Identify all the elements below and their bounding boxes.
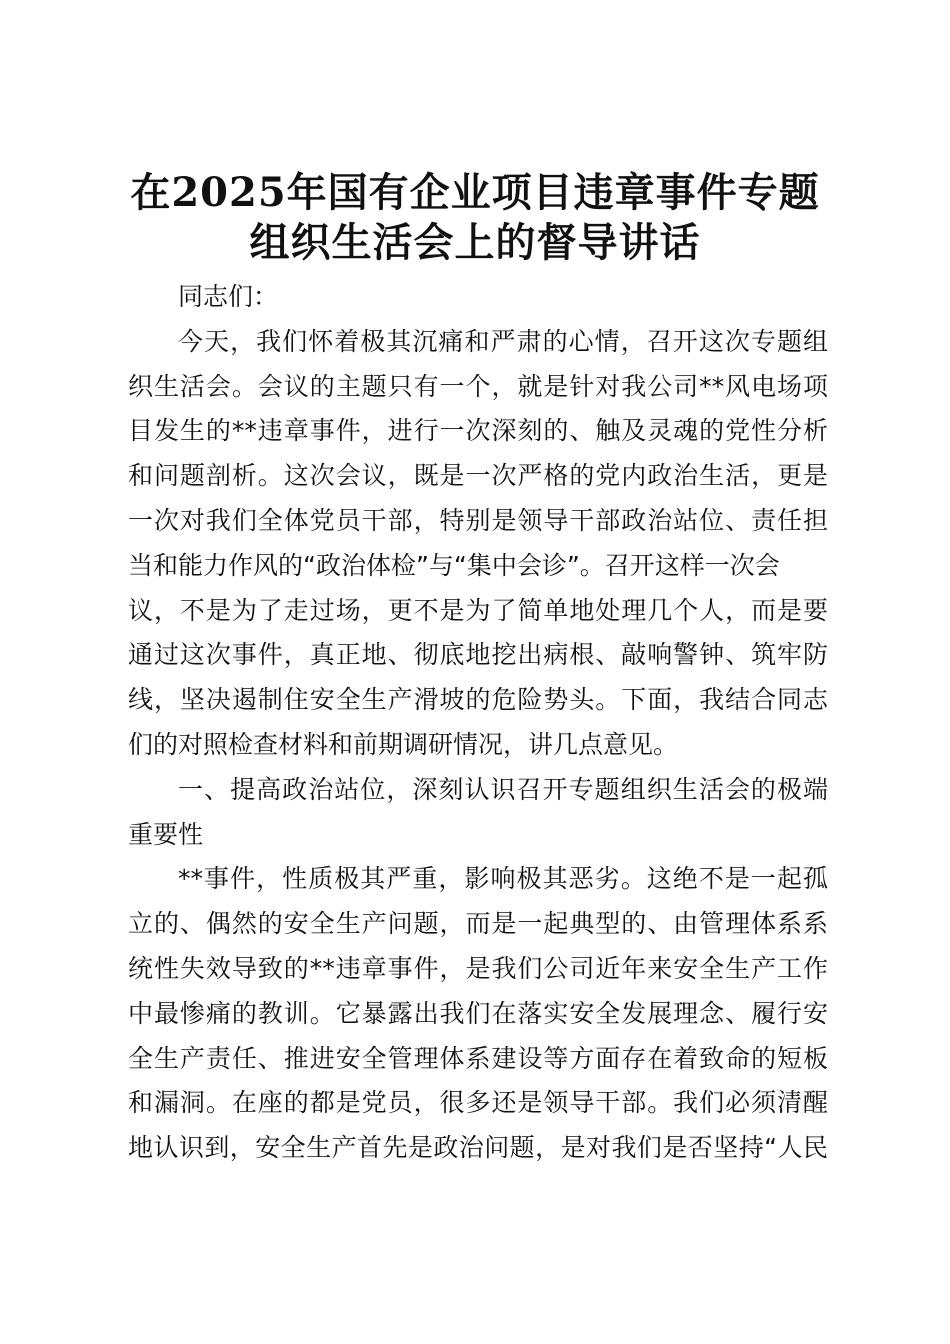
paragraph-line: 目发生的**违章事件，进行一次深刻的、触及灵魂的党性分析 <box>128 416 828 446</box>
paragraph-line: 们的对照检查材料和前期调研情况，讲几点意见。 <box>128 729 679 759</box>
paragraph-line: 当和能力作风的“政治体检”与“集中会诊”。召开这样一次会 <box>128 550 780 580</box>
paragraph-line: 议，不是为了走过场，更不是为了简单地处理几个人，而是要 <box>128 595 828 625</box>
paragraph-line: 统性失效导致的**违章事件，是我们公司近年来安全生产工作 <box>128 953 828 983</box>
paragraph-line: 今天，我们怀着极其沉痛和严肃的心情，召开这次专题组 <box>178 326 828 356</box>
section-heading-line: 一、提高政治站位，深刻认识召开专题组织生活会的极端 <box>178 774 828 804</box>
paragraph-line: 一次对我们全体党员干部，特别是领导干部政治站位、责任担 <box>128 505 828 535</box>
paragraph-line: 和漏洞。在座的都是党员，很多还是领导干部。我们必须清醒 <box>128 1088 828 1118</box>
paragraph-line: 和问题剖析。这次会议，既是一次严格的党内政治生活，更是 <box>128 461 828 491</box>
document-title-line-1: 在2025年国有企业项目违章事件专题 <box>130 169 820 216</box>
paragraph-line: 立的、偶然的安全生产问题，而是一起典型的、由管理体系系 <box>128 909 828 939</box>
paragraph-line: **事件，性质极其严重，影响极其恶劣。这绝不是一起孤 <box>178 864 828 894</box>
section-heading-line: 重要性 <box>128 819 204 849</box>
paragraph-line: 全生产责任、推进安全管理体系建设等方面存在着致命的短板 <box>128 1043 828 1073</box>
document-body <box>128 275 828 1171</box>
paragraph-line: 线，坚决遏制住安全生产滑坡的危险势头。下面，我结合同志 <box>128 685 828 715</box>
paragraph-line: 通过这次事件，真正地、彻底地挖出病根、敲响警钟、筑牢防 <box>128 640 828 670</box>
salutation: 同志们： <box>178 282 279 311</box>
paragraph-line: 地认识到，安全生产首先是政治问题，是对我们是否坚持“人民 <box>128 1133 828 1163</box>
paragraph-line: 中最惨痛的教训。它暴露出我们在落实安全发展理念、履行安 <box>128 998 828 1028</box>
document-title-line-2: 组织生活会上的督导讲话 <box>249 219 701 266</box>
paragraph-line: 织生活会。会议的主题只有一个，就是针对我公司**风电场项 <box>128 371 828 401</box>
